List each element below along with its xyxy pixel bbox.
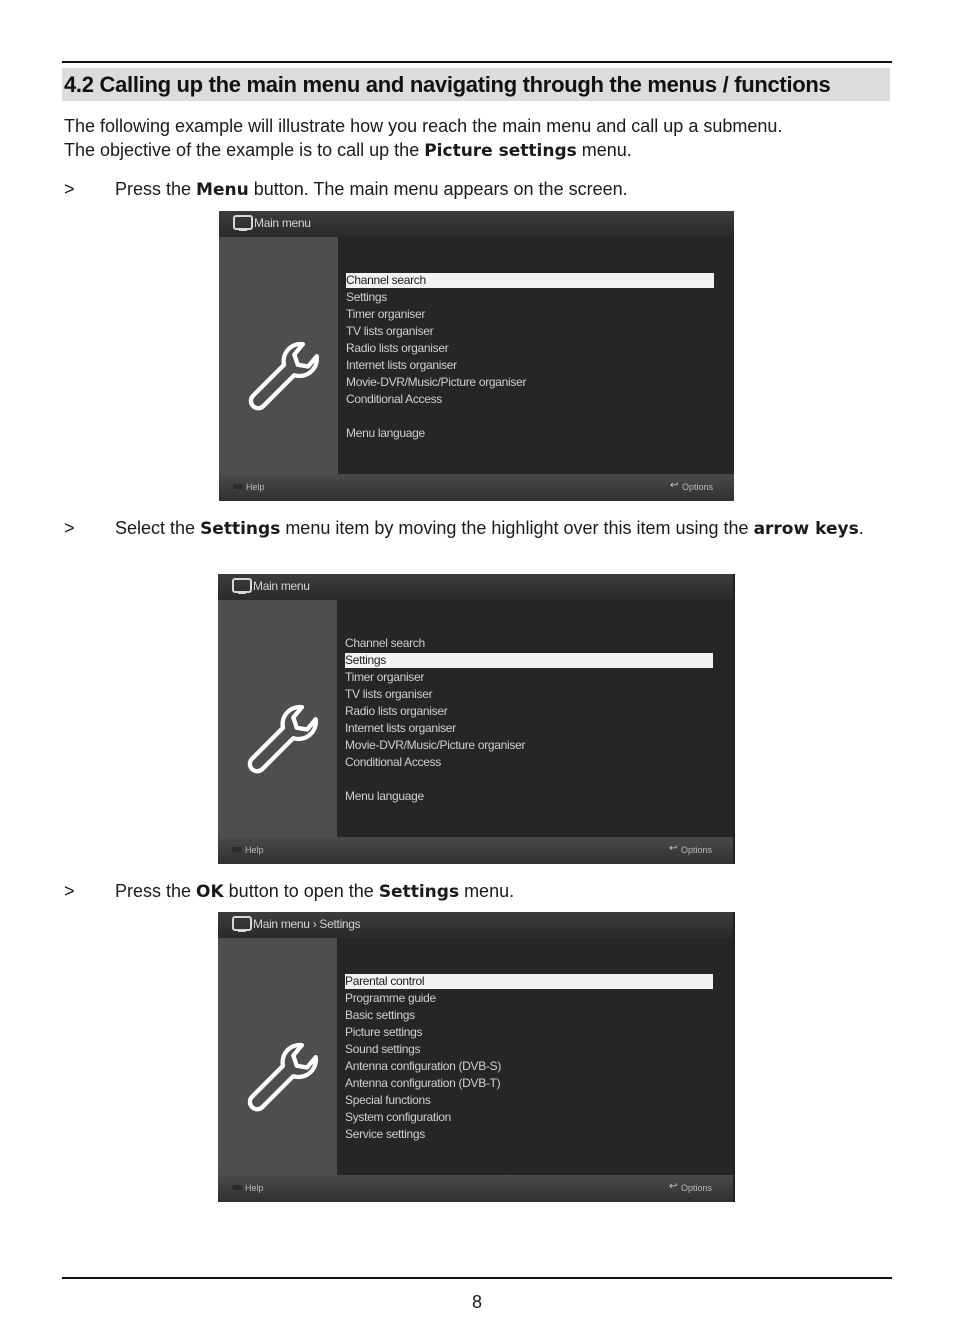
- menu-item[interactable]: Special functions: [345, 1093, 431, 1107]
- step-text-part: Select the: [115, 518, 201, 538]
- wrench-icon: [240, 1040, 326, 1126]
- intro-text: menu.: [576, 140, 632, 160]
- screen-footer: [219, 474, 734, 501]
- intro-text: The objective of the example is to call up the: [64, 140, 425, 160]
- section-heading: 4.2 Calling up the main menu and navigating through the menus / functions: [62, 68, 890, 101]
- tv-icon: [232, 916, 252, 931]
- options-label: Options: [681, 845, 713, 855]
- menu-item[interactable]: System configuration: [345, 1110, 452, 1124]
- step-marker: >: [64, 518, 75, 538]
- help-label: Help: [245, 1183, 264, 1193]
- screen-left-panel: [218, 600, 337, 837]
- screen-titlebar: [218, 912, 733, 938]
- menu-item[interactable]: Channel search: [346, 273, 714, 288]
- step-text-part: menu item by moving the highlight over this item using the: [280, 518, 754, 538]
- step-text-part: menu.: [459, 881, 515, 901]
- step-text-part: button to open the: [223, 881, 379, 901]
- help-label: Help: [246, 482, 265, 492]
- menu-item[interactable]: Settings: [345, 653, 713, 668]
- step-bold-term: OK: [196, 882, 224, 902]
- intro-line-2: [64, 138, 632, 163]
- step-bold-term: arrow keys: [753, 519, 859, 539]
- menu-item[interactable]: Service settings: [345, 1127, 425, 1141]
- menu-item[interactable]: Basic settings: [345, 1008, 415, 1022]
- menu-item[interactable]: Conditional Access: [346, 392, 442, 406]
- menu-item[interactable]: Programme guide: [345, 991, 436, 1005]
- step-text: [115, 516, 895, 541]
- screen-titlebar: [218, 574, 733, 600]
- menu-item[interactable]: TV lists organiser: [345, 687, 433, 701]
- return-arrow-icon: ↩: [670, 480, 679, 491]
- menu-item[interactable]: Internet lists organiser: [346, 358, 457, 372]
- screenshot-main-menu: [219, 211, 734, 501]
- help-button-icon: [233, 484, 243, 489]
- screenshot-settings-menu: [218, 912, 735, 1202]
- step-text-part: Press the: [115, 179, 197, 199]
- return-arrow-icon: ↩: [669, 843, 678, 854]
- menu-item[interactable]: Settings: [346, 290, 387, 304]
- menu-item[interactable]: Timer organiser: [345, 670, 425, 684]
- screen-title: Main menu › Settings: [253, 917, 361, 931]
- screen-titlebar: [219, 211, 734, 237]
- menu-item[interactable]: Menu language: [346, 426, 425, 440]
- menu-item[interactable]: Radio lists organiser: [346, 341, 449, 355]
- help-button-icon: [232, 1185, 242, 1190]
- bottom-rule: [62, 1277, 892, 1279]
- menu-item[interactable]: Movie-DVR/Music/Picture organiser: [345, 738, 526, 752]
- menu-item[interactable]: Channel search: [345, 636, 425, 650]
- screenshot-main-menu-settings-selected: [218, 574, 735, 864]
- wrench-icon: [241, 339, 327, 425]
- intro-bold-term: Picture settings: [424, 141, 577, 161]
- step-bold-term: Settings: [378, 882, 460, 902]
- menu-item[interactable]: Sound settings: [345, 1042, 421, 1056]
- menu-item[interactable]: Radio lists organiser: [345, 704, 448, 718]
- tv-icon: [232, 578, 252, 593]
- step-text-part: .: [858, 518, 864, 538]
- screen-title: Main menu: [254, 216, 311, 230]
- help-button-icon: [232, 847, 242, 852]
- menu-item[interactable]: Picture settings: [345, 1025, 423, 1039]
- screen-title: Main menu: [253, 579, 310, 593]
- menu-item[interactable]: TV lists organiser: [346, 324, 434, 338]
- menu-item[interactable]: Menu language: [345, 789, 424, 803]
- screen-left-panel: [219, 237, 338, 474]
- step-bold-term: Menu: [196, 180, 249, 200]
- step-marker: >: [64, 881, 75, 901]
- screen-left-panel: [218, 938, 337, 1175]
- options-label: Options: [681, 1183, 713, 1193]
- menu-item[interactable]: Conditional Access: [345, 755, 441, 769]
- step-text: [115, 177, 895, 202]
- step-text: [115, 879, 895, 904]
- menu-item[interactable]: Internet lists organiser: [345, 721, 456, 735]
- wrench-icon: [240, 702, 326, 788]
- screen-footer: [218, 1175, 733, 1202]
- step-marker: >: [64, 179, 75, 199]
- help-label: Help: [245, 845, 264, 855]
- step-text-part: button. The main menu appears on the screen.: [248, 179, 628, 199]
- options-label: Options: [682, 482, 714, 492]
- tv-icon: [233, 215, 253, 230]
- step-bold-term: Settings: [200, 519, 281, 539]
- step-text-part: Press the: [115, 881, 197, 901]
- menu-item[interactable]: Parental control: [345, 974, 713, 989]
- intro-line-1: The following example will illustrate how you reach the main menu and call up a submenu.: [64, 116, 783, 136]
- menu-item[interactable]: Antenna configuration (DVB-T): [345, 1076, 501, 1090]
- menu-item[interactable]: Antenna configuration (DVB-S): [345, 1059, 502, 1073]
- screen-footer: [218, 837, 733, 864]
- menu-item[interactable]: Movie-DVR/Music/Picture organiser: [346, 375, 527, 389]
- return-arrow-icon: ↩: [669, 1181, 678, 1192]
- menu-item[interactable]: Timer organiser: [346, 307, 426, 321]
- page-number: 8: [471, 1292, 482, 1312]
- top-rule: [62, 61, 892, 63]
